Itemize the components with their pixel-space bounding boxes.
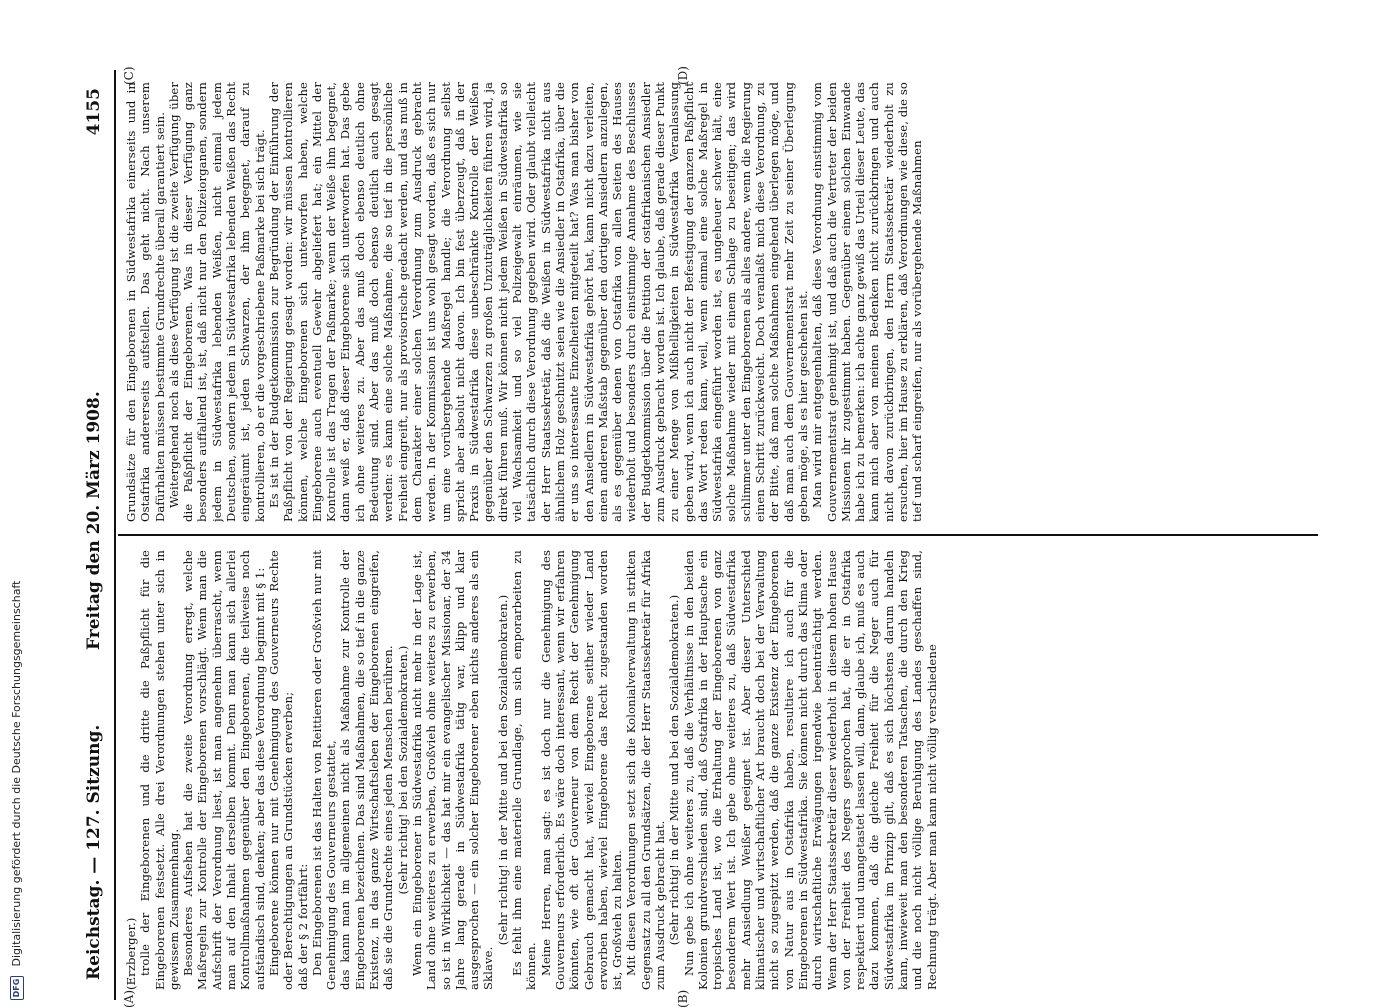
margin-marker-a: (A) — [122, 989, 136, 1008]
paragraph: Meine Herren, man sagt: es ist doch nur die Genehmigung des Gouverneurs erforderlich. Es wäre doch interessant, wenn wir erfahren könnten, wie oft der Gouverneur von dem Recht der Genehmigung Gebrauch gemacht hat, wieviel Eingeborene seither wieder Land erworben haben, wieviel Eingeborene das Recht zugestanden worden ist, Großvieh zu halten. — [538, 550, 625, 990]
paragraph: (Sehr richtig! in der Mitte und bei den Sozialdemokraten.) — [667, 594, 682, 946]
header-left: Reichstag. — 127. Sitzung. — [84, 724, 104, 980]
paragraph: Besonderes Aufsehen hat die zweite Verordnung erregt, welche Maßregeln zur Kontrolle der Eingeborenen vorschlägt. Wenn man die Aufschrift der Verordnung liest, ist man angenehm überrascht, wenn man auf den Inhalt derselben kommt. Denn man kann sich allerlei Kontrollmaßnahmen gegenüber den Eingeborenen, die teilweise noch aufständisch sind, denken; aber das diese Verordnung beginnt mit § 1: — [181, 550, 267, 990]
paragraph: Mit diesen Verordnungen setzt sich die Kolonialverwaltung in strikten Gegensatz zu all den Grundsätzen, die der Herr Staatssekretär für Afrika zum Ausdruck gebracht hat. — [624, 550, 667, 990]
paragraph: Nun gebe ich ohne weiteres zu, daß die Verhältnisse in den beiden Kolonien grundverschieden sind, daß Ostafrika in der Hauptsache ein tropisches Land ist, wo die Erhaltung der Eingeborenen von ganz besonderem Wert ist. Ich gebe ohne weiteres zu, daß Südwestafrika mehr Ansiedlung Weißer geeignet ist. Aber dieser Unterschied klimatischer und wirtschaftlicher Art braucht doch bei der Verwaltung nicht so zugespitzt werden, daß die ganze Existenz der Eingeborenen von Natur aus in Ostafrika haben, resultiere ich auch für die Eingeborenen in Südwestafrika. Sie können nicht durch das Klima oder durch wirtschaftliche Erwägungen irgendwie beeinträchtigt werden. Wenn der Herr Staatssekretär dieser wiederholt in diesem hohen Hause von der Freiheit des Negers gesprochen hat, die er in Ostafrika respektiert und unangetastet lassen will, dann, glaube ich, muß es auch dazu kommen, daß die gleiche Freiheit für die Neger auch für Südwestafrika im Prinzip gilt, daß es sich höchstens darum handeln kann, inwieweit man den besonderen Tatsachen, die durch den Krieg und die noch nicht völlige Beruhigung des Landes geschaffen sind, Rechnung trägt. Aber man kann nicht völlig verschiedene — [681, 550, 939, 990]
paragraph: daß der § 2 fortfährt: — [295, 863, 310, 990]
right-column — [124, 82, 1319, 522]
paragraph: Den Eingeborenen ist das Halten von Reittieren oder Großvieh nur mit Genehmigung des Gouverneurs gestattet, — [309, 550, 339, 990]
header-rule — [114, 70, 116, 1000]
column-divider — [118, 534, 1318, 536]
paragraph: Weitergehend noch als diese Verfügung ist die zweite Verfügung über die Paßpflicht der Eingeborenen. Was in dieser Verfügung ganz besonders auffallend ist, ist, daß nicht nur den Polizeiorganen, sondern jedem in Südwestafrika lebenden Weißen, nicht einmal jedem Deutschen, sondern jedem in Südwestafrika lebenden Weißen das Recht eingeräumt ist, jeden Schwarzen, der ihm begegnet, darauf zu kontrollieren, ob er die vorgeschriebene Paßmarke bei sich trägt. — [166, 82, 267, 522]
digitization-note-text: Digitalisierung gefördert durch die Deutsche Forschungsgemeinschaft — [10, 580, 23, 967]
header-date: Freitag den 20. März 1908. — [84, 391, 104, 650]
paragraph: Wenn ein Eingeborener in Südwestafrika nicht mehr in der Lage ist, Land ohne weiteres zu erwerben, Großvieh ohne weiteres zu erwerben, so ist in Wirklichkeit — das hat mir ein evangelischer Missionar, der 34 Jahre lang gerade in Südwestafrika tätig war, klipp und klar ausgesprochen — ein solcher Eingeborener eben nichts anderes als ein Sklave. — [409, 550, 496, 990]
paragraph: Man wird mir entgegenhalten, daß diese Verordnung einstimmig vom Gouvernementsrat genehmigt ist, und daß auch die Vertreter der beiden Missionen ihr zugestimmt haben. Gegenüber einem solchen Einwande habe ich zu bemerken: ich achte ganz gewiß das Urteil dieser Leute, das kann mich aber von meinen Bedenken nicht zurückbringen und auch nicht davon zurückbringen, den Herrn Staatssekretär wiederholt zu ersuchen, hier im Hause zu erklären, daß Verordnungen wie diese, die so tief und scharf eingreifen, nur als vorübergehende Maßnahmen — [810, 82, 925, 522]
document-page — [80, 66, 1330, 1008]
paragraph: Es fehlt ihm eine materielle Grundlage, um sich emporarbeiten zu können. — [510, 550, 539, 990]
paragraph: Grundsätze für den Eingeborenen in Südwestafrika einerseits und in Ostafrika andererseits aufstellen. Das geht nicht. Nach unserem Dafürhalten müssen bestimmte Grundrechte überall garantiert sein. — [124, 82, 167, 522]
paragraph: trolle der Eingeborenen und die dritte die Paßpflicht für die Eingeborenen festsetzt. Alle drei Verordnungen stehen unter sich in gewissem Zusammenhang. — [138, 550, 181, 990]
page-header — [80, 70, 110, 1000]
paragraph: Es ist in der Budgetkommission zur Begründung der Einführung der Paßpflicht von der Regierung gesagt worden: wir müssen kontrollieren können, welche Eingeborenen sich unterworfen haben, welche Eingeborene auch eventuell Gewehr abgeliefert hat; ein Mittel der Kontrolle ist das Tragen der Paßmarke; wenn der Weiße ihm begegnet, dann weiß er, daß dieser Eingeborene sich unterworfen hat. Das gebe ich ohne weiteres zu. Aber das muß doch ebenso deutlich ohne Bedeutung sind. Aber das muß doch ebenso deutlich auch gesagt werden: es kann eine solche Maßnahme, die so tief in die persönliche Freiheit eingreift, nur als provisorische gedacht werden, und das muß in dem Charakter einer solchen Verordnung zum Ausdruck gebracht werden. In der Kommission ist uns wohl gesagt worden, daß es sich nur um eine vorübergehende Maßregel handle; die Verordnung selbst spricht aber absolut nicht davon. Ich bin fest überzeugt, daß in der Praxis in Südwestafrika diese unbeschränkte Kontrolle der Weißen gegenüber den Schwarzen zu großen Unzuträglichkeiten führen wird, ja direkt führen muß. Wir können nicht jedem Weißen in Südwestafrika so viel Wachsamkeit und so viel Polizeigewalt einräumen, wie sie tatsächlich durch diese Verordnung gegeben wird. Oder glaubt vielleicht der Herr Staatssekretär, daß die Weißen in Südwestafrika nicht aus ähnlichem Holz geschnitzt seien wie die Ansiedler in Ostafrika, über die er uns so interessante Einzelheiten mitgeteilt hat? Was man bisher von den Ansiedlern in Südwestafrika gehört hat, kann nicht dazu verleiten, einen anderen Maßstab gegenüber den dortigen Ansiedlern anzulegen, als es gegenüber denen von Ostafrika von allen Seiten des Hauses wiederholt und besonders durch einstimmige Annahme des Beschlusses der Budgetkommission über die Petition der ostafrikanischen Ansiedler zum Ausdruck gebracht worden ist. Ich glaube, daß gerade dieser Punkt zu einer Menge von Mißhelligkeiten in Südwestafrika Veranlassung geben wird, wenn ich auch nicht der Befestigung der ganzen Paßpflicht das Wort reden kann, weil, wenn einmal eine solche Maßregel in Südwestafrika eingeführt worden ist, es ungeheuer schwer hält, eine solche Maßnahme wieder mit einem Schlage zu beseitigen; das wird schlimmer unter den Eingeborenen als alles andere, wenn die Regierung einen Schritt zurückweicht. Doch veranlaßt mich diese Verordnung, zu der Bitte, daß man solche Maßnahmen eingehend überlegen möge, und daß man auch dem Gouvernementsrat mehr Zeit zu seiner Überlegung geben möge, als es hier geschehen ist. — [266, 82, 810, 522]
digitization-note — [10, 10, 26, 1000]
margin-marker-c: (C) — [122, 66, 136, 85]
page-number: 4155 — [84, 88, 104, 136]
dfg-logo: DFG — [10, 976, 24, 1000]
left-column — [124, 550, 1319, 990]
margin-marker-b: (B) — [676, 989, 690, 1008]
margin-marker-d: (D) — [676, 66, 690, 85]
paragraph: (Erzberger.) — [124, 917, 138, 990]
paragraph: (Sehr richtig! in der Mitte und bei den Sozialdemokraten.) — [495, 594, 510, 946]
paragraph: (Sehr richtig! bei den Sozialdemokraten.) — [395, 645, 410, 895]
paragraph: Eingeborene können nur mit Genehmigung des Gouverneurs Rechte oder Berechtigungen an Grundstücken erwerben; — [266, 550, 296, 990]
paragraph: das kann man im allgemeinen nicht als Maßnahme zur Kontrolle der Eingeborenen bezeichnen. Das sind Maßnahmen, die so tief in die ganze Existenz, in das ganze Wirtschaftsleben der Eingeborenen eingreifen, daß sie die Grundrechte eines jeden Menschen berühren. — [338, 550, 396, 990]
